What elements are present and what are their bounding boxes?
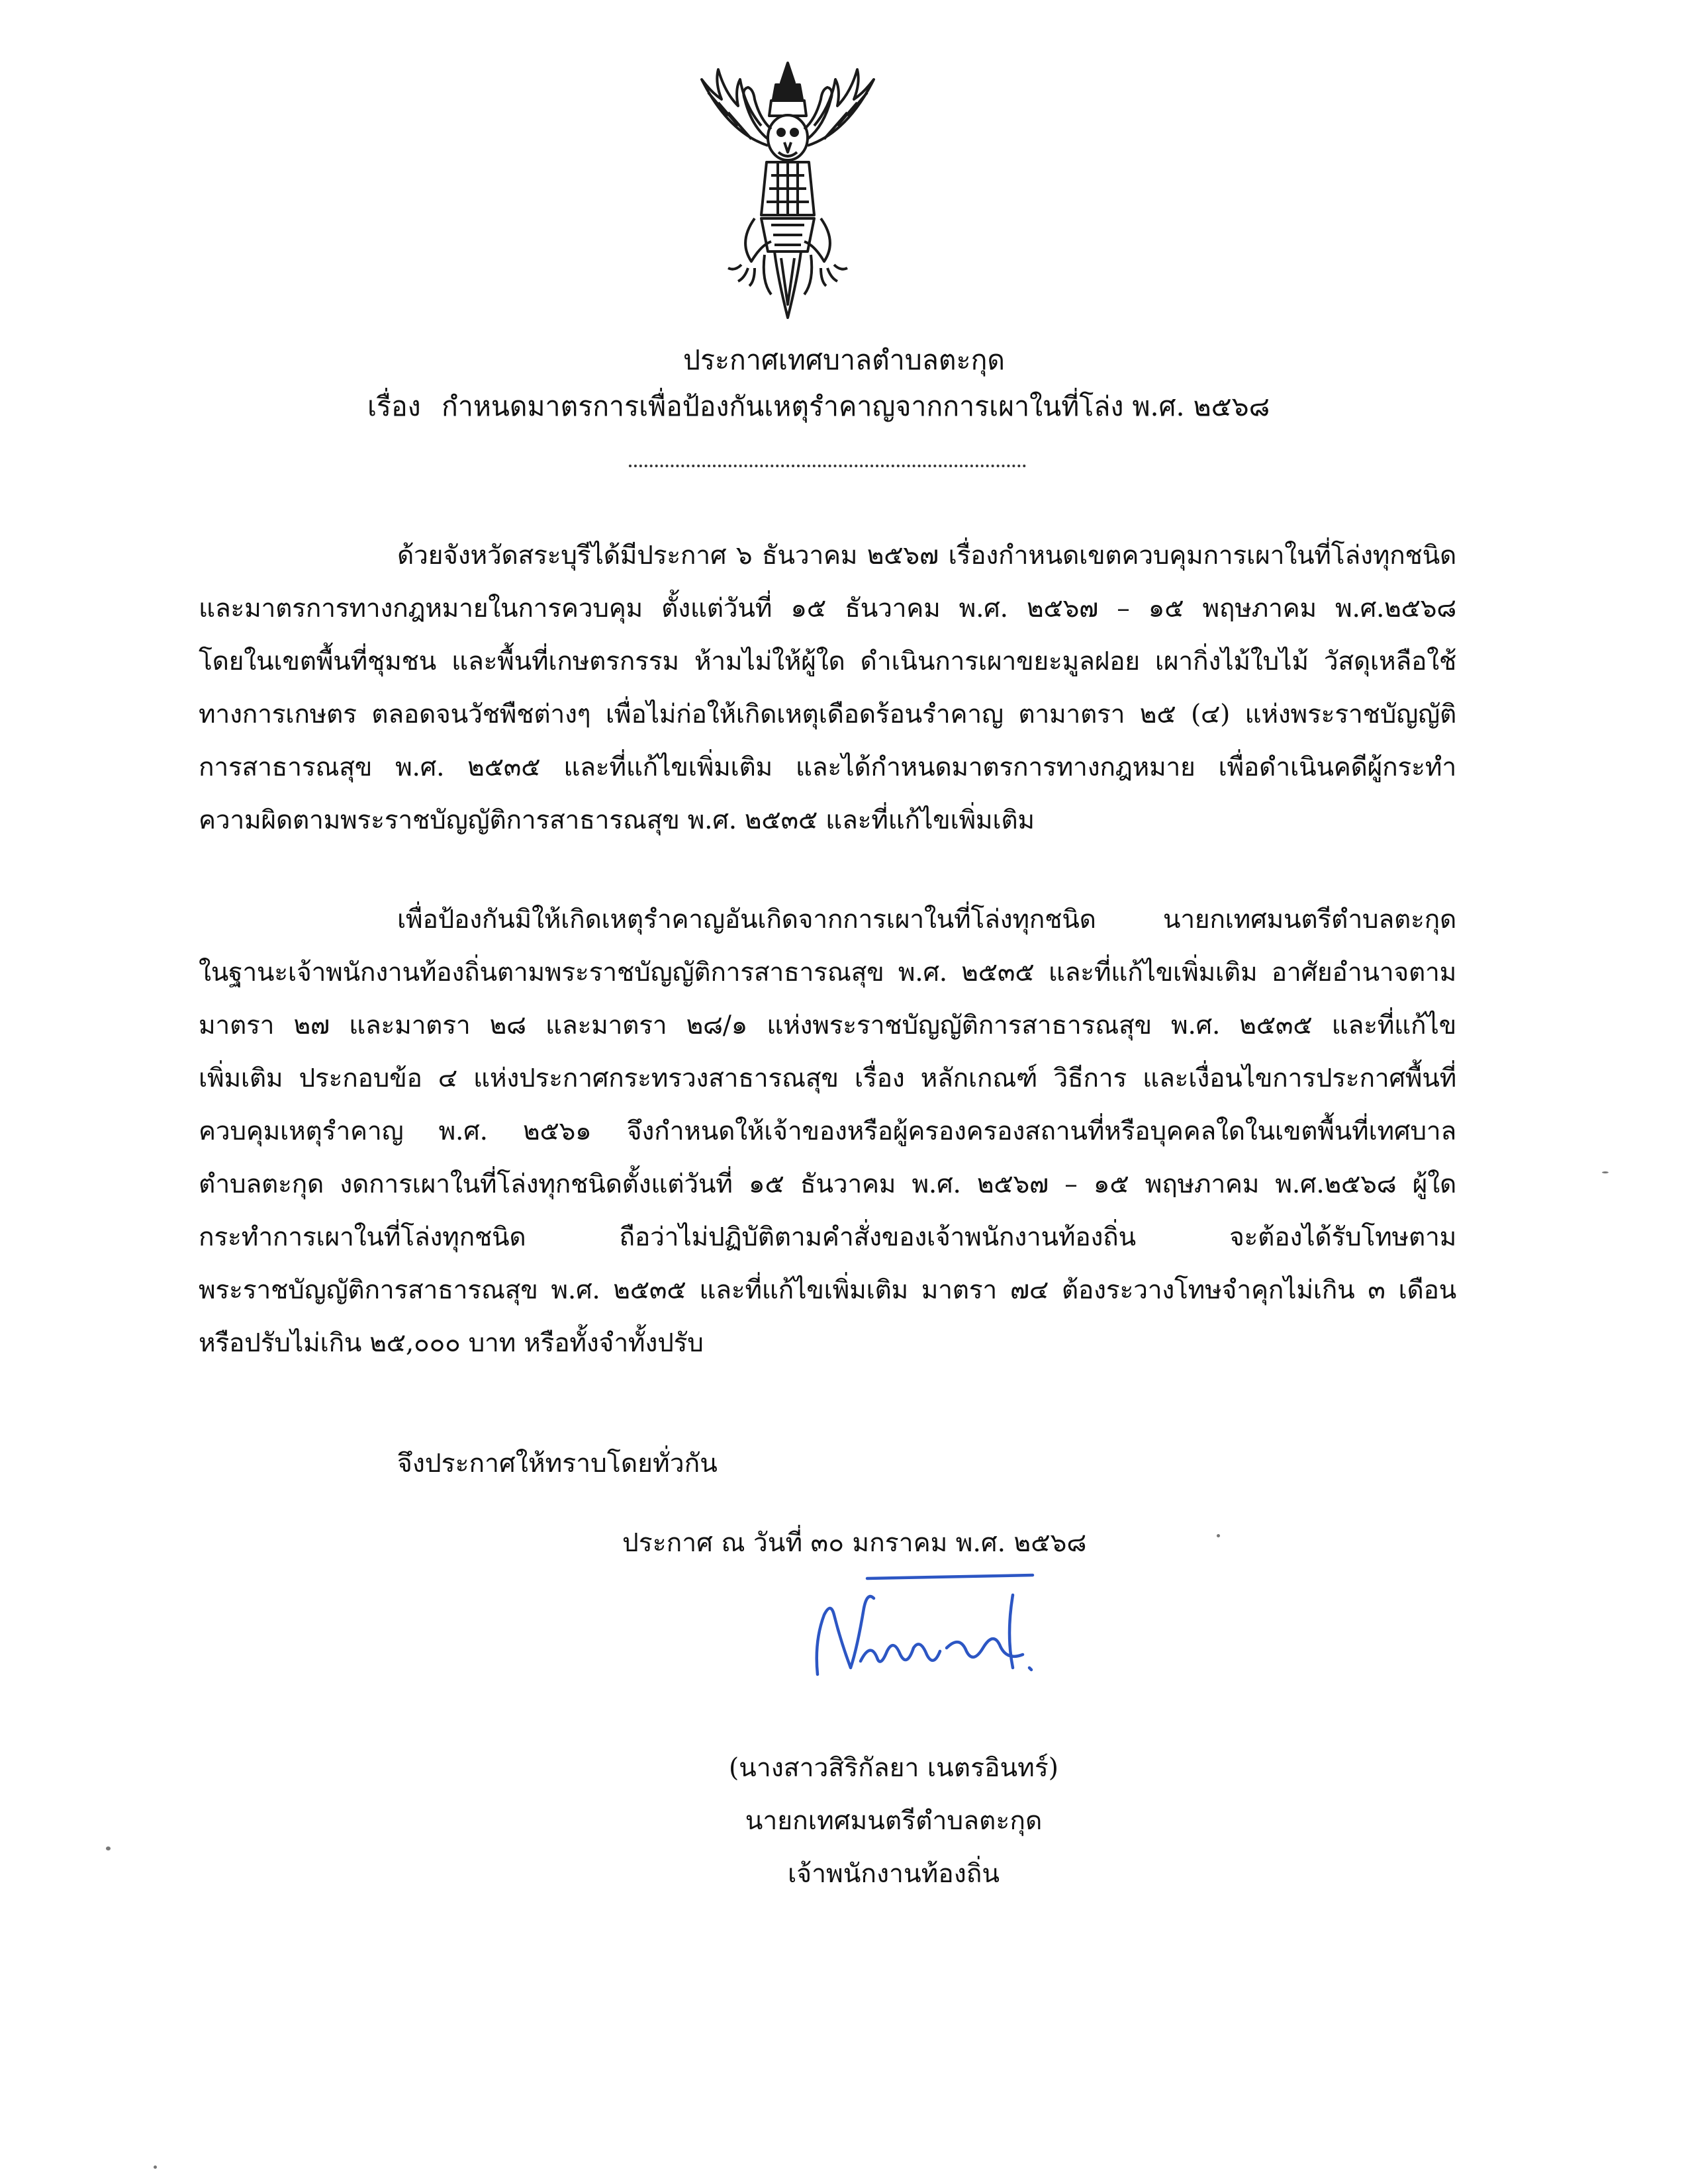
dotted-separator xyxy=(629,465,1026,467)
body-line: ในฐานะเจ้าพนักงานท้องถิ่นตามพระราชบัญญัติการสาธารณสุข พ.ศ. ๒๕๓๕ และที่แก้ไขเพิ่มเติม อาศัยอำนาจตาม xyxy=(199,958,1456,987)
subject-text: กำหนดมาตรการเพื่อป้องกันเหตุรำคาญจากการเผาในที่โล่ง พ.ศ. ๒๕๖๘ xyxy=(442,390,1270,422)
scan-speck xyxy=(154,2165,157,2169)
subject-line xyxy=(367,385,1270,428)
signatory-role: เจ้าพนักงานท้องถิ่น xyxy=(787,1859,1000,1889)
scan-speck xyxy=(1602,1171,1609,1173)
body-line: เพิ่มเติม ประกอบข้อ ๔ แห่งประกาศกระทรวงสาธารณสุข เรื่อง หลักเกณฑ์ วิธีการ และเงื่อนไขการประกาศพื้นที่ xyxy=(199,1064,1456,1093)
announcement-date: ประกาศ ณ วันที่ ๓๐ มกราคม พ.ศ. ๒๕๖๘ xyxy=(622,1528,1087,1558)
body-line: หรือปรับไม่เกิน ๒๕,๐๐๐ บาท หรือทั้งจำทั้งปรับ xyxy=(199,1328,704,1358)
body-line: เพื่อป้องกันมิให้เกิดเหตุรำคาญอันเกิดจากการเผาในที่โล่งทุกชนิด นายกเทศมนตรีตำบลตะกุด xyxy=(397,905,1456,934)
closing-statement: จึงประกาศให้ทราบโดยทั่วกัน xyxy=(397,1449,718,1479)
announcement-title: ประกาศเทศบาลตำบลตะกุด xyxy=(682,344,1006,376)
subject-label: เรื่อง xyxy=(367,390,421,422)
body-line: กระทำการเผาในที่โล่งทุกชนิด ถือว่าไม่ปฏิบัติตามคำสั่งของเจ้าพนักงานท้องถิ่น จะต้องได้รับโทษตาม xyxy=(199,1222,1456,1252)
signatory-position: นายกเทศมนตรีตำบลตะกุด xyxy=(745,1806,1043,1836)
body-line: มาตรา ๒๗ และมาตรา ๒๘ และมาตรา ๒๘/๑ แห่งพระราชบัญญัติการสาธารณสุข พ.ศ. ๒๕๓๕ และที่แก้ไข xyxy=(199,1011,1456,1040)
body-line: ควบคุมเหตุรำคาญ พ.ศ. ๒๕๖๑ จึงกำหนดให้เจ้าของหรือผู้ครองครองสถานที่หรือบุคคลใดในเขตพื้นที่เทศบาล xyxy=(199,1116,1456,1146)
body-line: ตำบลตะกุด งดการเผาในที่โล่งทุกชนิดตั้งแต่วันที่ ๑๕ ธันวาคม พ.ศ. ๒๕๖๗ – ๑๕ พฤษภาคม พ.ศ.๒๕๖๘ ผู้ใด xyxy=(199,1169,1456,1199)
body-line: และมาตรการทางกฎหมายในการควบคุม ตั้งแต่วันที่ ๑๕ ธันวาคม พ.ศ. ๒๕๖๗ – ๑๕ พฤษภาคม พ.ศ.๒๕๖๘ xyxy=(199,594,1456,623)
handwritten-signature xyxy=(794,1569,1046,1694)
body-line: ด้วยจังหวัดสระบุรีได้มีประกาศ ๖ ธันวาคม ๒๕๖๗ เรื่องกำหนดเขตควบคุมการเผาในที่โล่งทุกชนิด xyxy=(397,541,1456,570)
garuda-emblem-icon xyxy=(688,53,887,324)
body-line: ความผิดตามพระราชบัญญัติการสาธารณสุข พ.ศ. ๒๕๓๕ และที่แก้ไขเพิ่มเติม xyxy=(199,805,1035,835)
body-line: การสาธารณสุข พ.ศ. ๒๕๓๕ และที่แก้ไขเพิ่มเติม และได้กำหนดมาตรการทางกฎหมาย เพื่อดำเนินคดีผู้กระทำ xyxy=(199,752,1456,782)
signatory-name: (นางสาวสิริกัลยา เนตรอินทร์) xyxy=(728,1753,1059,1783)
body-line: ทางการเกษตร ตลอดจนวัชพืชต่างๆ เพื่อไม่ก่อให้เกิดเหตุเดือดร้อนรำคาญ ตามาตรา ๒๕ (๔) แห่งพระราชบัญญัติ xyxy=(199,700,1456,729)
body-line: โดยในเขตพื้นที่ชุมชน และพื้นที่เกษตรกรรม ห้ามไม่ให้ผู้ใด ดำเนินการเผาขยะมูลฝอย เผากิ่งไม้ใบไม้ วัสดุเหลือใช้ xyxy=(199,647,1456,676)
scan-speck xyxy=(1217,1534,1220,1537)
scan-speck xyxy=(106,1846,111,1850)
body-line: พระราชบัญญัติการสาธารณสุข พ.ศ. ๒๕๓๕ และที่แก้ไขเพิ่มเติม มาตรา ๗๔ ต้องระวางโทษจำคุกไม่เกิน ๓ เดือน xyxy=(199,1275,1456,1305)
